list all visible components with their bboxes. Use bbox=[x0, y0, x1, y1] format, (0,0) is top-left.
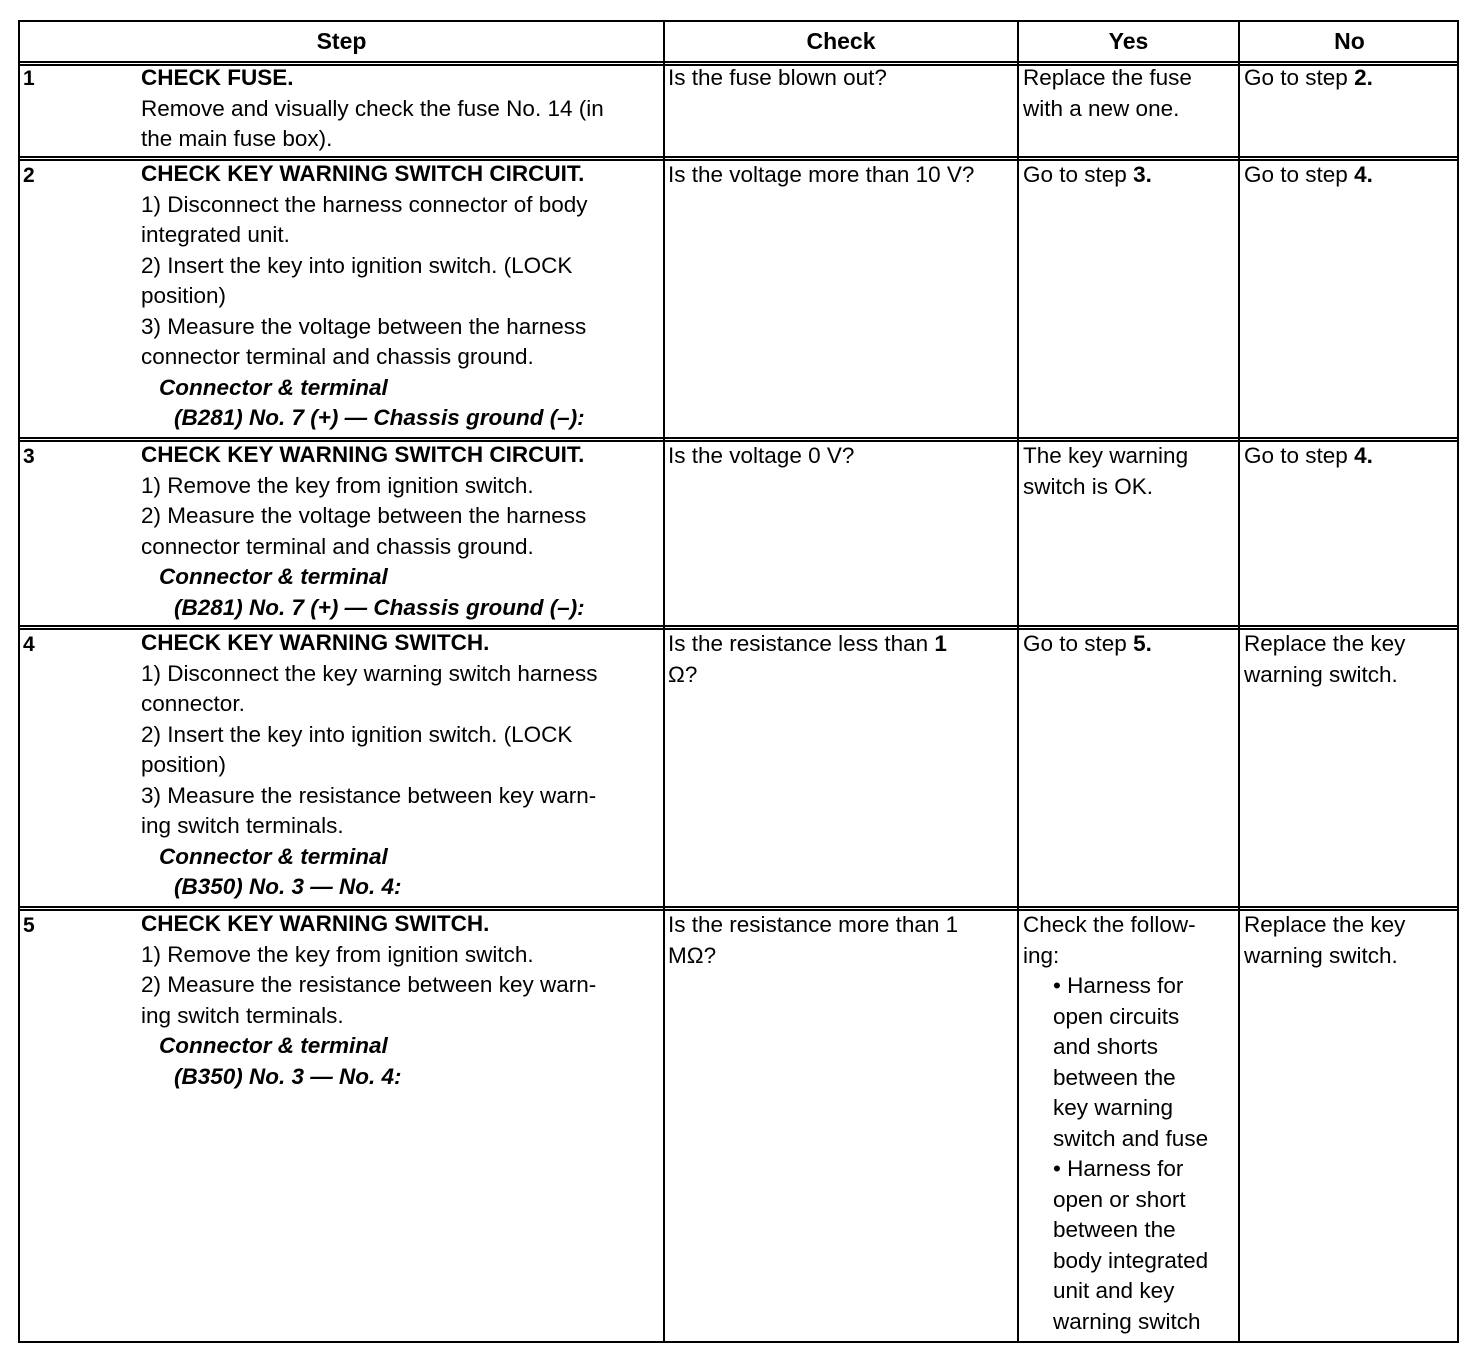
no-action bbox=[1244, 441, 1373, 472]
yes-text: Go to step bbox=[1023, 162, 1134, 187]
step-title: CHECK KEY WARNING SWITCH. bbox=[141, 630, 490, 655]
bullet-line: and shorts bbox=[1053, 1034, 1159, 1059]
step-number: 5 bbox=[23, 914, 35, 937]
step-line: ing switch terminals. bbox=[141, 813, 344, 838]
check-question: Is the fuse blown out? bbox=[668, 65, 887, 90]
step-line: 3) Measure the resistance between key warn- bbox=[141, 782, 597, 808]
step-number: 4 bbox=[23, 633, 35, 656]
header-no: No bbox=[1334, 28, 1365, 54]
check-question bbox=[668, 910, 958, 971]
no-action bbox=[1244, 63, 1373, 94]
step-number: 2 bbox=[23, 164, 35, 187]
step-line: 2) Measure the voltage between the harness bbox=[141, 503, 587, 528]
col-divider bbox=[1017, 22, 1019, 1341]
step-line: 3) Measure the voltage between the harness bbox=[141, 313, 587, 339]
no-line: Replace the key bbox=[1244, 631, 1406, 656]
no-text: Go to step bbox=[1244, 443, 1355, 468]
step-description bbox=[141, 628, 661, 903]
step-line: connector terminal and chassis ground. bbox=[141, 344, 534, 369]
step-line: 1) Remove the key from ignition switch. bbox=[141, 472, 534, 498]
step-line: 2) Measure the resistance between key warn- bbox=[141, 972, 597, 997]
col-divider bbox=[663, 22, 665, 1341]
bullet-line: switch and fuse bbox=[1053, 1125, 1209, 1151]
check-value: 1 bbox=[934, 631, 947, 656]
step-description bbox=[141, 909, 661, 1092]
step-number: 1 bbox=[23, 67, 35, 90]
step-line: 1) Remove the key from ignition switch. bbox=[141, 941, 534, 967]
step-ref: 4. bbox=[1354, 443, 1373, 468]
step-line: 1) Disconnect the harness connector of body bbox=[141, 191, 588, 217]
step-title: CHECK FUSE. bbox=[141, 65, 294, 90]
yes-action bbox=[1023, 160, 1152, 191]
check-unit: Ω? bbox=[668, 661, 698, 687]
connector-label: Connector & terminal bbox=[159, 564, 388, 589]
header-yes: Yes bbox=[1108, 28, 1149, 54]
terminal-spec: (B281) No. 7 (+) — Chassis ground (–): bbox=[174, 594, 585, 620]
step-line: connector terminal and chassis ground. bbox=[141, 533, 534, 559]
step-description bbox=[141, 159, 661, 434]
bullet-line: open or short bbox=[1053, 1186, 1186, 1212]
step-line: the main fuse box). bbox=[141, 126, 333, 151]
step-line: Remove and visually check the fuse No. 14 (in bbox=[141, 95, 604, 121]
yes-action bbox=[1023, 910, 1208, 1337]
step-ref: 2. bbox=[1354, 65, 1373, 90]
no-line: warning switch. bbox=[1244, 661, 1398, 687]
step-ref: 3. bbox=[1133, 162, 1152, 187]
step-line: position) bbox=[141, 752, 227, 777]
connector-label: Connector & terminal bbox=[159, 374, 388, 400]
step-line: connector. bbox=[141, 691, 245, 716]
step-title: CHECK KEY WARNING SWITCH. bbox=[141, 911, 490, 936]
yes-text: Go to step bbox=[1023, 631, 1134, 656]
no-action bbox=[1244, 160, 1373, 191]
header-check: Check bbox=[806, 28, 876, 54]
yes-line: Check the follow- bbox=[1023, 912, 1196, 937]
bullet-line: body integrated bbox=[1053, 1247, 1209, 1273]
bullet-item bbox=[1023, 971, 1208, 1154]
bullet-line: open circuits bbox=[1053, 1003, 1180, 1029]
no-action bbox=[1244, 629, 1405, 690]
yes-line: switch is OK. bbox=[1023, 473, 1154, 499]
step-line: 2) Insert the key into ignition switch. (LOCK bbox=[141, 721, 573, 747]
terminal-spec: (B350) No. 3 — No. 4: bbox=[174, 874, 402, 899]
step-line: position) bbox=[141, 283, 227, 308]
yes-line: ing: bbox=[1023, 942, 1060, 968]
bullet-line: • Harness for bbox=[1053, 973, 1184, 998]
step-line: ing switch terminals. bbox=[141, 1002, 344, 1028]
bullet-line: • Harness for bbox=[1053, 1156, 1184, 1181]
connector-label: Connector & terminal bbox=[159, 1033, 388, 1058]
check-question bbox=[668, 629, 1013, 690]
bullet-line: unit and key bbox=[1053, 1278, 1175, 1303]
yes-action bbox=[1023, 629, 1152, 660]
step-title: CHECK KEY WARNING SWITCH CIRCUIT. bbox=[141, 161, 585, 186]
step-line: 2) Insert the key into ignition switch. (LOCK bbox=[141, 252, 573, 278]
step-line: 1) Disconnect the key warning switch harness bbox=[141, 660, 598, 686]
step-description bbox=[141, 63, 661, 155]
check-question: Is the voltage more than 10 V? bbox=[668, 162, 975, 187]
yes-action bbox=[1023, 441, 1188, 502]
step-ref: 4. bbox=[1354, 162, 1373, 187]
bullet-line: key warning bbox=[1053, 1095, 1174, 1120]
yes-line: Replace the fuse bbox=[1023, 65, 1192, 90]
step-ref: 5. bbox=[1133, 631, 1152, 656]
no-text: Go to step bbox=[1244, 65, 1355, 90]
check-question: Is the voltage 0 V? bbox=[668, 443, 855, 468]
col-divider bbox=[1238, 22, 1240, 1341]
bullet-line: between the bbox=[1053, 1064, 1176, 1090]
check-text: Is the resistance less than bbox=[668, 631, 935, 656]
no-line: Replace the key bbox=[1244, 912, 1406, 937]
connector-label: Connector & terminal bbox=[159, 843, 388, 869]
step-number: 3 bbox=[23, 445, 35, 468]
step-title: CHECK KEY WARNING SWITCH CIRCUIT. bbox=[141, 442, 585, 467]
yes-line: The key warning bbox=[1023, 443, 1189, 468]
header-step: Step bbox=[316, 28, 367, 54]
no-line: warning switch. bbox=[1244, 942, 1398, 968]
yes-action bbox=[1023, 63, 1192, 124]
bullet-line: warning switch bbox=[1053, 1308, 1201, 1334]
terminal-spec: (B281) No. 7 (+) — Chassis ground (–): bbox=[174, 405, 585, 430]
bullet-item bbox=[1023, 1154, 1208, 1337]
no-text: Go to step bbox=[1244, 162, 1355, 187]
terminal-spec: (B350) No. 3 — No. 4: bbox=[174, 1063, 402, 1089]
step-description bbox=[141, 440, 661, 623]
check-line: Is the resistance more than 1 bbox=[668, 912, 959, 937]
bullet-line: between the bbox=[1053, 1217, 1176, 1242]
no-action bbox=[1244, 910, 1405, 971]
yes-line: with a new one. bbox=[1023, 95, 1180, 121]
step-line: integrated unit. bbox=[141, 222, 290, 247]
diagnostic-table bbox=[18, 20, 1459, 1343]
check-line: MΩ? bbox=[668, 942, 717, 968]
